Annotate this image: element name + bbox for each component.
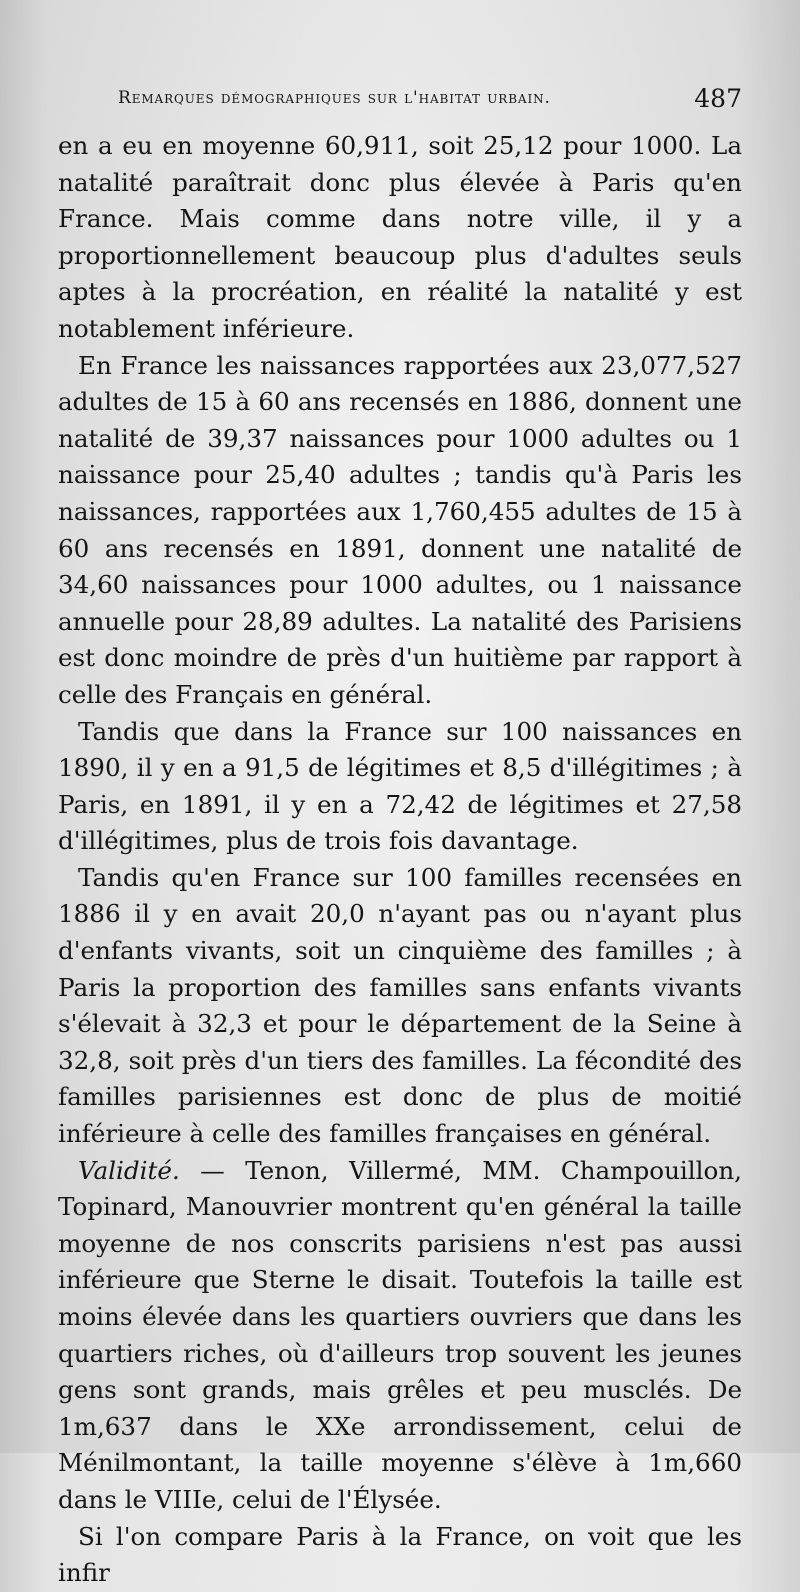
- page-number: 487: [694, 84, 742, 113]
- paragraph-continued: en a eu en moyenne 60,911, soit 25,12 pour 1000. La natalité paraîtrait donc plus élevée à Paris qu'en France. Mais comme dans notre ville, il y a proportionnellement beaucoup plus d'adultes seuls aptes à la procréation, en réalité la natalité y est notablement inférieure.: [58, 131, 742, 343]
- paragraph-validite: [58, 1153, 742, 1519]
- running-title: Remarques démographiques sur l'habitat urbain.: [118, 88, 551, 108]
- paragraph-legitimes: Tandis que dans la France sur 100 naissances en 1890, il y en a 91,5 de légitimes et 8,5 d'illégitimes ; à Paris, en 1891, il y en a 72,42 de légitimes et 27,58 d'illégitimes, plus de trois fois davantage.: [58, 716, 742, 856]
- paragraph-familles: Tandis qu'en France sur 100 familles recensées en 1886 il y en avait 20,0 n'ayant pas ou n'ayant plus d'enfants vivants, soit un cinquième des familles ; à Paris la proportion des familles sans enfants vivants s'élevait à 32,3 et pour le département de la Seine à 32,8, soit près d'un tiers des familles. La fécondité des familles parisiennes est donc de plus de moitié inférieure à celle des familles françaises en général.: [58, 862, 742, 1149]
- running-header: [118, 84, 742, 120]
- paragraph-comparaison: Si l'on compare Paris à la France, on voit que les infir: [58, 1521, 742, 1588]
- paragraph-natalite: En France les naissances rapportées aux 23,077,527 adultes de 15 à 60 ans recensés en 1886, donnent une natalité de 39,37 naissances pour 1000 adultes ou 1 naissance pour 25,40 adultes ; tandis qu'à Paris les naissances, rapportées aux 1,760,455 adultes de 15 à 60 ans recensés en 1891, donnent une natalité de 34,60 naissances pour 1000 adultes, ou 1 naissance annuelle pour 28,89 adultes. La natalité des Parisiens est donc moindre de près d'un huitième par rapport à celle des Français en général.: [58, 350, 742, 709]
- section-lead: Validité.: [78, 1155, 180, 1185]
- body-text: [58, 128, 742, 1592]
- paragraph-validite-text: — Tenon, Villermé, MM. Champouillon, Topinard, Manouvrier montrent qu'en général la taille moyenne de nos conscrits parisiens n'est pas aussi inférieure que Sterne le disait. Toutefois la taille est moins élevée dans les quartiers ouvriers que dans les quartiers riches, où d'ailleurs trop souvent les jeunes gens sont grands, mais grêles et peu musclés. De 1m,637 dans le XXe arrondissement, celui de Ménilmontant, la taille moyenne s'élève à 1m,660 dans le VIIIe, celui de l'Élysée.: [58, 1155, 742, 1514]
